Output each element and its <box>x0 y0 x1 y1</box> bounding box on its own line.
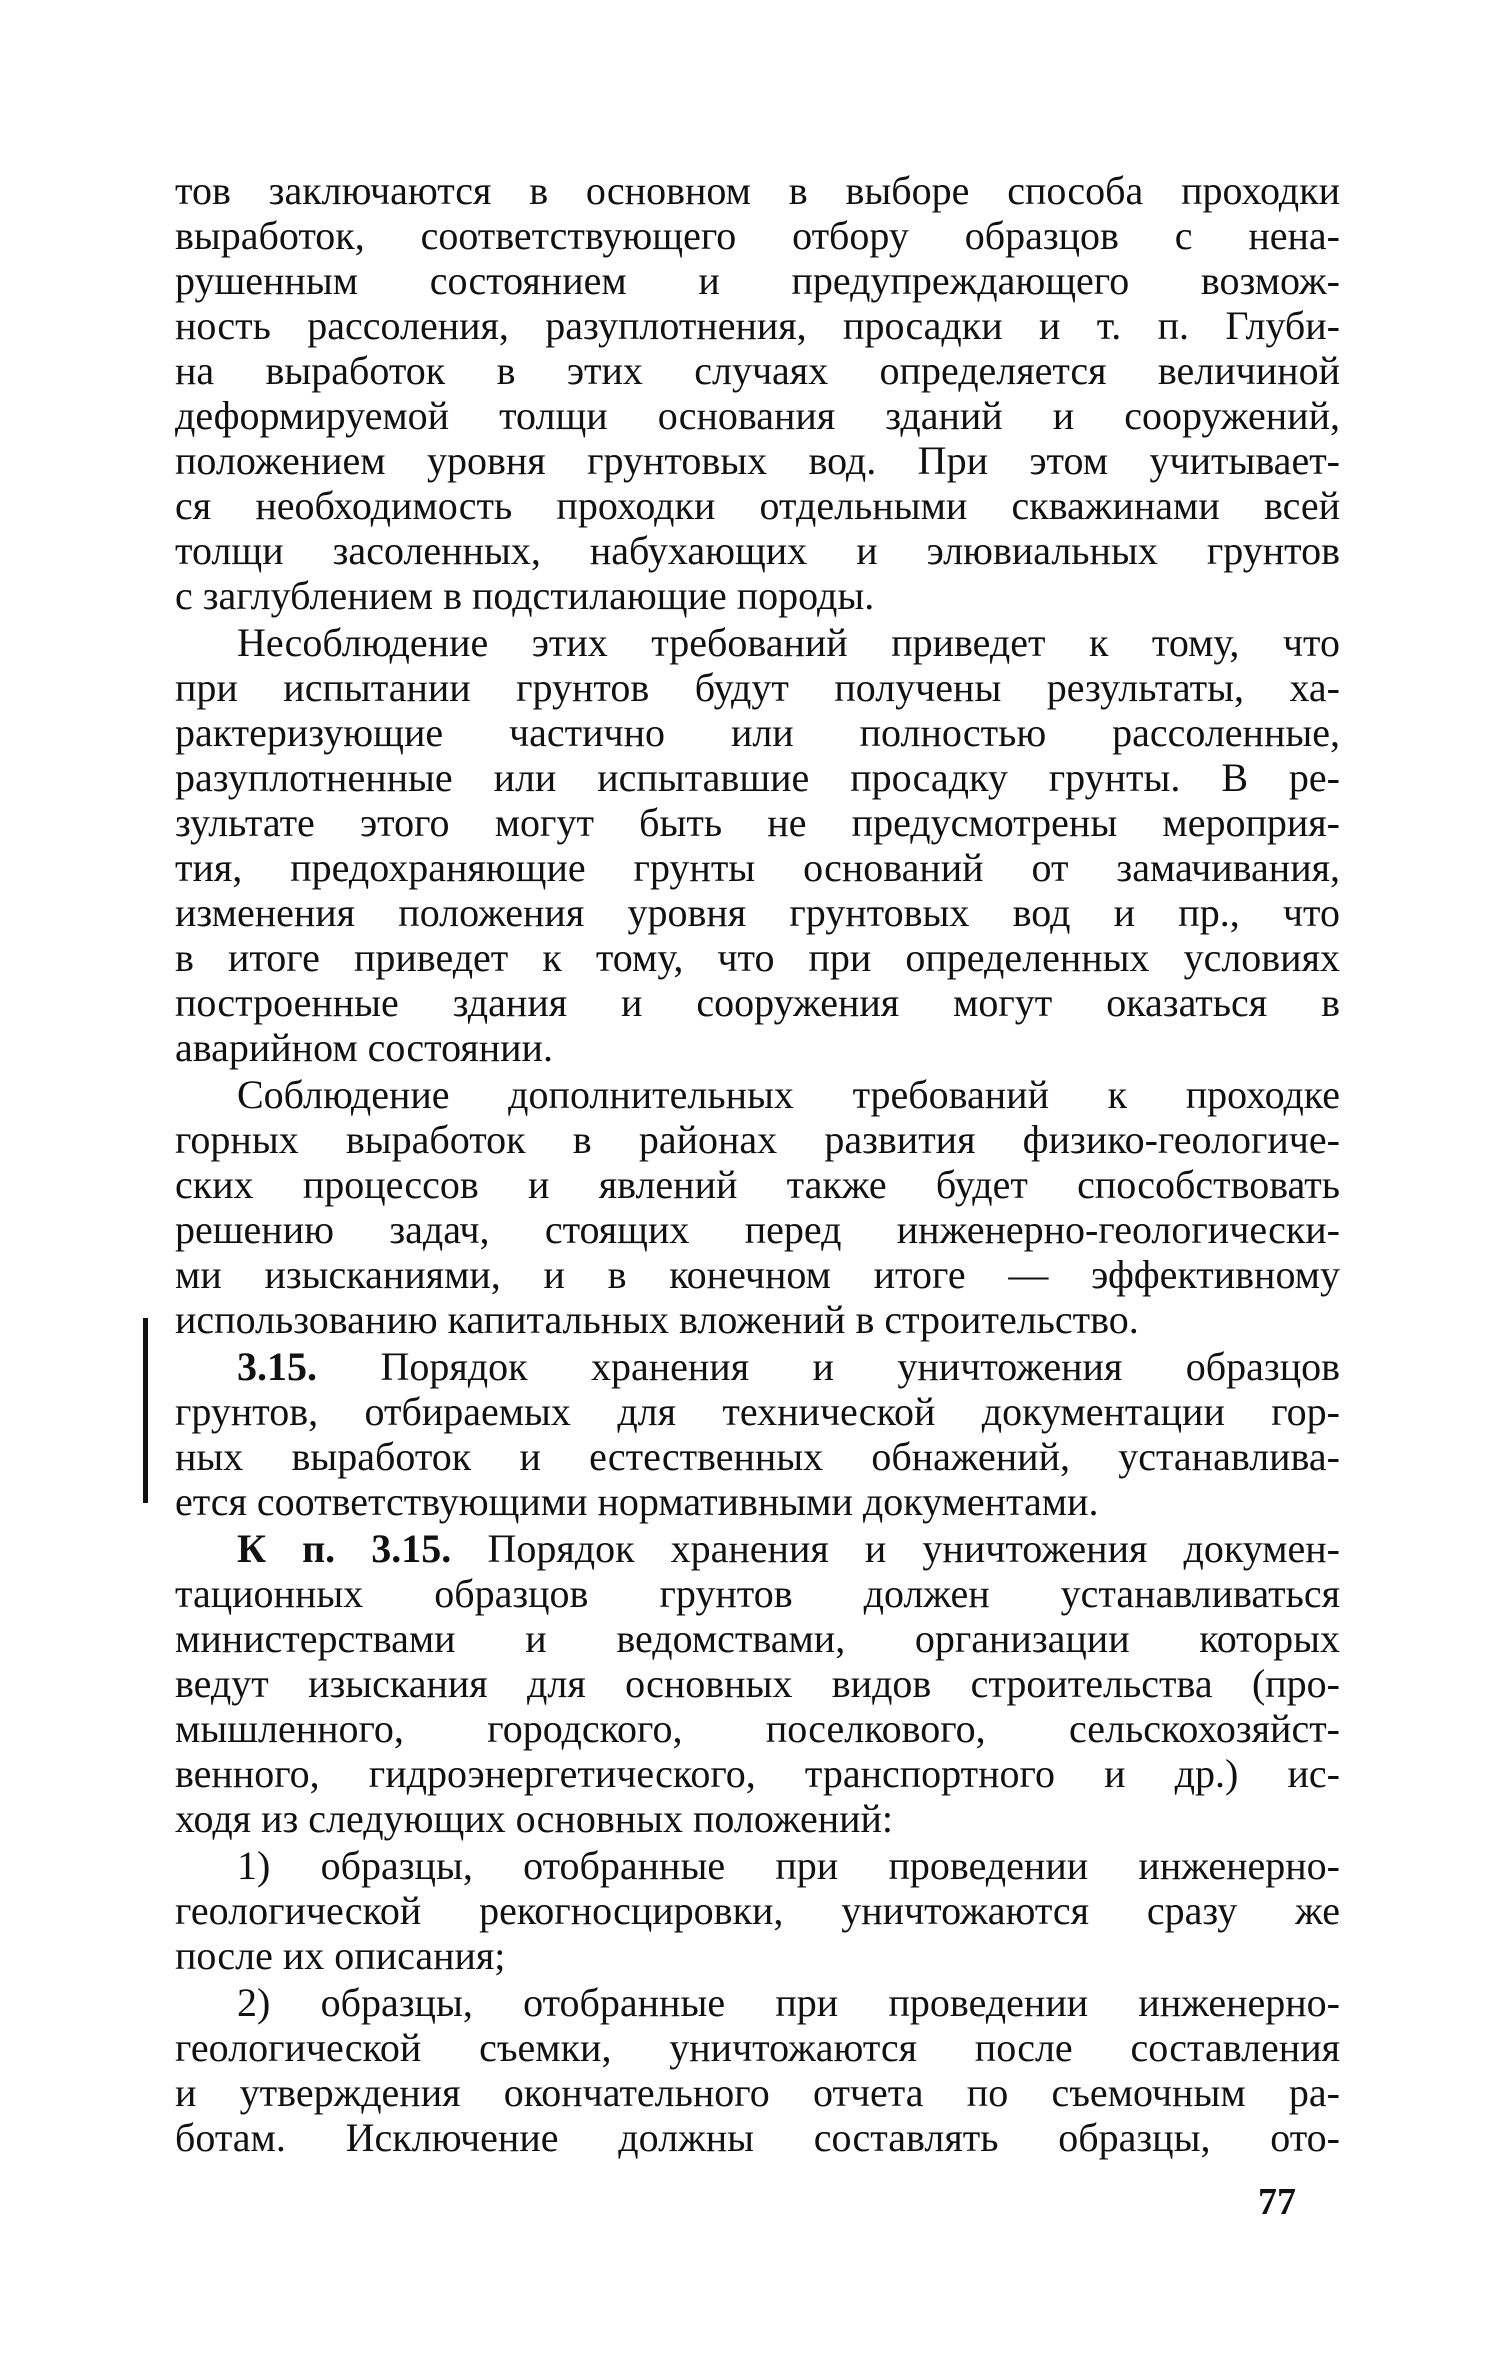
text-line: ботам. Исключение должны составлять образцы, ото- <box>175 2115 1340 2160</box>
text-line: и утверждения окончательного отчета по съемочным ра- <box>175 2070 1340 2115</box>
text-line: ходя из следующих основных положений: <box>175 1796 894 1841</box>
text-line: грунтов, отбираемых для технической документации гор- <box>175 1389 1340 1434</box>
paragraph-1 <box>175 168 1340 618</box>
clause-text: Порядок хранения и уничтожения образцов <box>317 1344 1340 1389</box>
commentary-3-15 <box>175 1526 1340 1841</box>
list-item-2 <box>175 1980 1340 2160</box>
clause-3-15 <box>175 1344 1340 1524</box>
text-line: горных выработок в районах развития физико-геологиче- <box>175 1117 1340 1162</box>
text-line: венного, гидроэнергетического, транспортного и др.) ис- <box>175 1751 1340 1796</box>
text-line <box>175 1526 1340 1571</box>
text-line: рактеризующие частично или полностью рассоленные, <box>175 710 1340 755</box>
text-line: ских процессов и явлений также будет способствовать <box>175 1162 1340 1207</box>
text-line: тия, предохраняющие грунты оснований от замачивания, <box>175 845 1340 890</box>
text-line <box>175 1344 1340 1389</box>
text-line: тов заключаются в основном в выборе способа проходки <box>175 168 1340 213</box>
list-item-1 <box>175 1843 1340 1978</box>
text-line: с заглублением в подстилающие породы. <box>175 573 875 618</box>
text-line: геологической рекогносцировки, уничтожаются сразу же <box>175 1888 1340 1933</box>
text-line: геологической съемки, уничтожаются после составления <box>175 2025 1340 2070</box>
text-line: ется соответствующими нормативными документами. <box>175 1479 1099 1524</box>
text-line: ность рассоления, разуплотнения, просадки и т. п. Глуби- <box>175 303 1340 348</box>
text-line: тационных образцов грунтов должен устанавливаться <box>175 1571 1340 1616</box>
clause-number: 3.15. <box>237 1344 317 1389</box>
revision-margin-bar <box>143 1318 148 1503</box>
page-number: 77 <box>1258 2181 1296 2223</box>
commentary-label: К п. 3.15. <box>237 1526 452 1571</box>
text-line: Несоблюдение этих требований приведет к тому, что <box>237 620 1340 665</box>
commentary-text: Порядок хранения и уничтожения докумен- <box>451 1526 1340 1571</box>
text-line: ведут изыскания для основных видов строительства (про- <box>175 1661 1340 1706</box>
text-line: 1) образцы, отобранные при проведении инженерно- <box>237 1843 1340 1888</box>
text-line: построенные здания и сооружения могут оказаться в <box>175 980 1340 1025</box>
text-line: деформируемой толщи основания зданий и сооружений, <box>175 393 1340 438</box>
text-line: министерствами и ведомствами, организации которых <box>175 1616 1340 1661</box>
text-line: аварийном состоянии. <box>175 1025 553 1070</box>
text-line: толщи засоленных, набухающих и элювиальных грунтов <box>175 528 1340 573</box>
paragraph-3 <box>175 1072 1340 1342</box>
text-line: 2) образцы, отобранные при проведении инженерно- <box>237 1980 1340 2025</box>
text-line: рушенным состоянием и предупреждающего возмож- <box>175 258 1340 303</box>
text-line: выработок, соответствующего отбору образцов с нена- <box>175 213 1340 258</box>
text-line: разуплотненные или испытавшие просадку грунты. В ре- <box>175 755 1340 800</box>
text-line: зультате этого могут быть не предусмотрены мероприя- <box>175 800 1340 845</box>
text-line: ных выработок и естественных обнажений, устанавлива- <box>175 1434 1340 1479</box>
text-line: положением уровня грунтовых вод. При этом учитывает- <box>175 438 1340 483</box>
text-line: мышленного, городского, поселкового, сельскохозяйст- <box>175 1706 1340 1751</box>
text-line: при испытании грунтов будут получены результаты, ха- <box>175 665 1340 710</box>
text-line: ся необходимость проходки отдельными скважинами всей <box>175 483 1340 528</box>
text-line: использованию капитальных вложений в строительство. <box>175 1297 1139 1342</box>
text-line: решению задач, стоящих перед инженерно-геологически- <box>175 1207 1340 1252</box>
text-line: после их описания; <box>175 1933 506 1978</box>
text-line: Соблюдение дополнительных требований к проходке <box>237 1072 1340 1117</box>
text-line: изменения положения уровня грунтовых вод и пр., что <box>175 890 1340 935</box>
text-line: в итоге приведет к тому, что при определенных условиях <box>175 935 1340 980</box>
paragraph-2 <box>175 620 1340 1070</box>
text-line: ми изысканиями, и в конечном итоге — эффективному <box>175 1252 1340 1297</box>
text-line: на выработок в этих случаях определяется величиной <box>175 348 1340 393</box>
page-body <box>175 168 1340 2160</box>
